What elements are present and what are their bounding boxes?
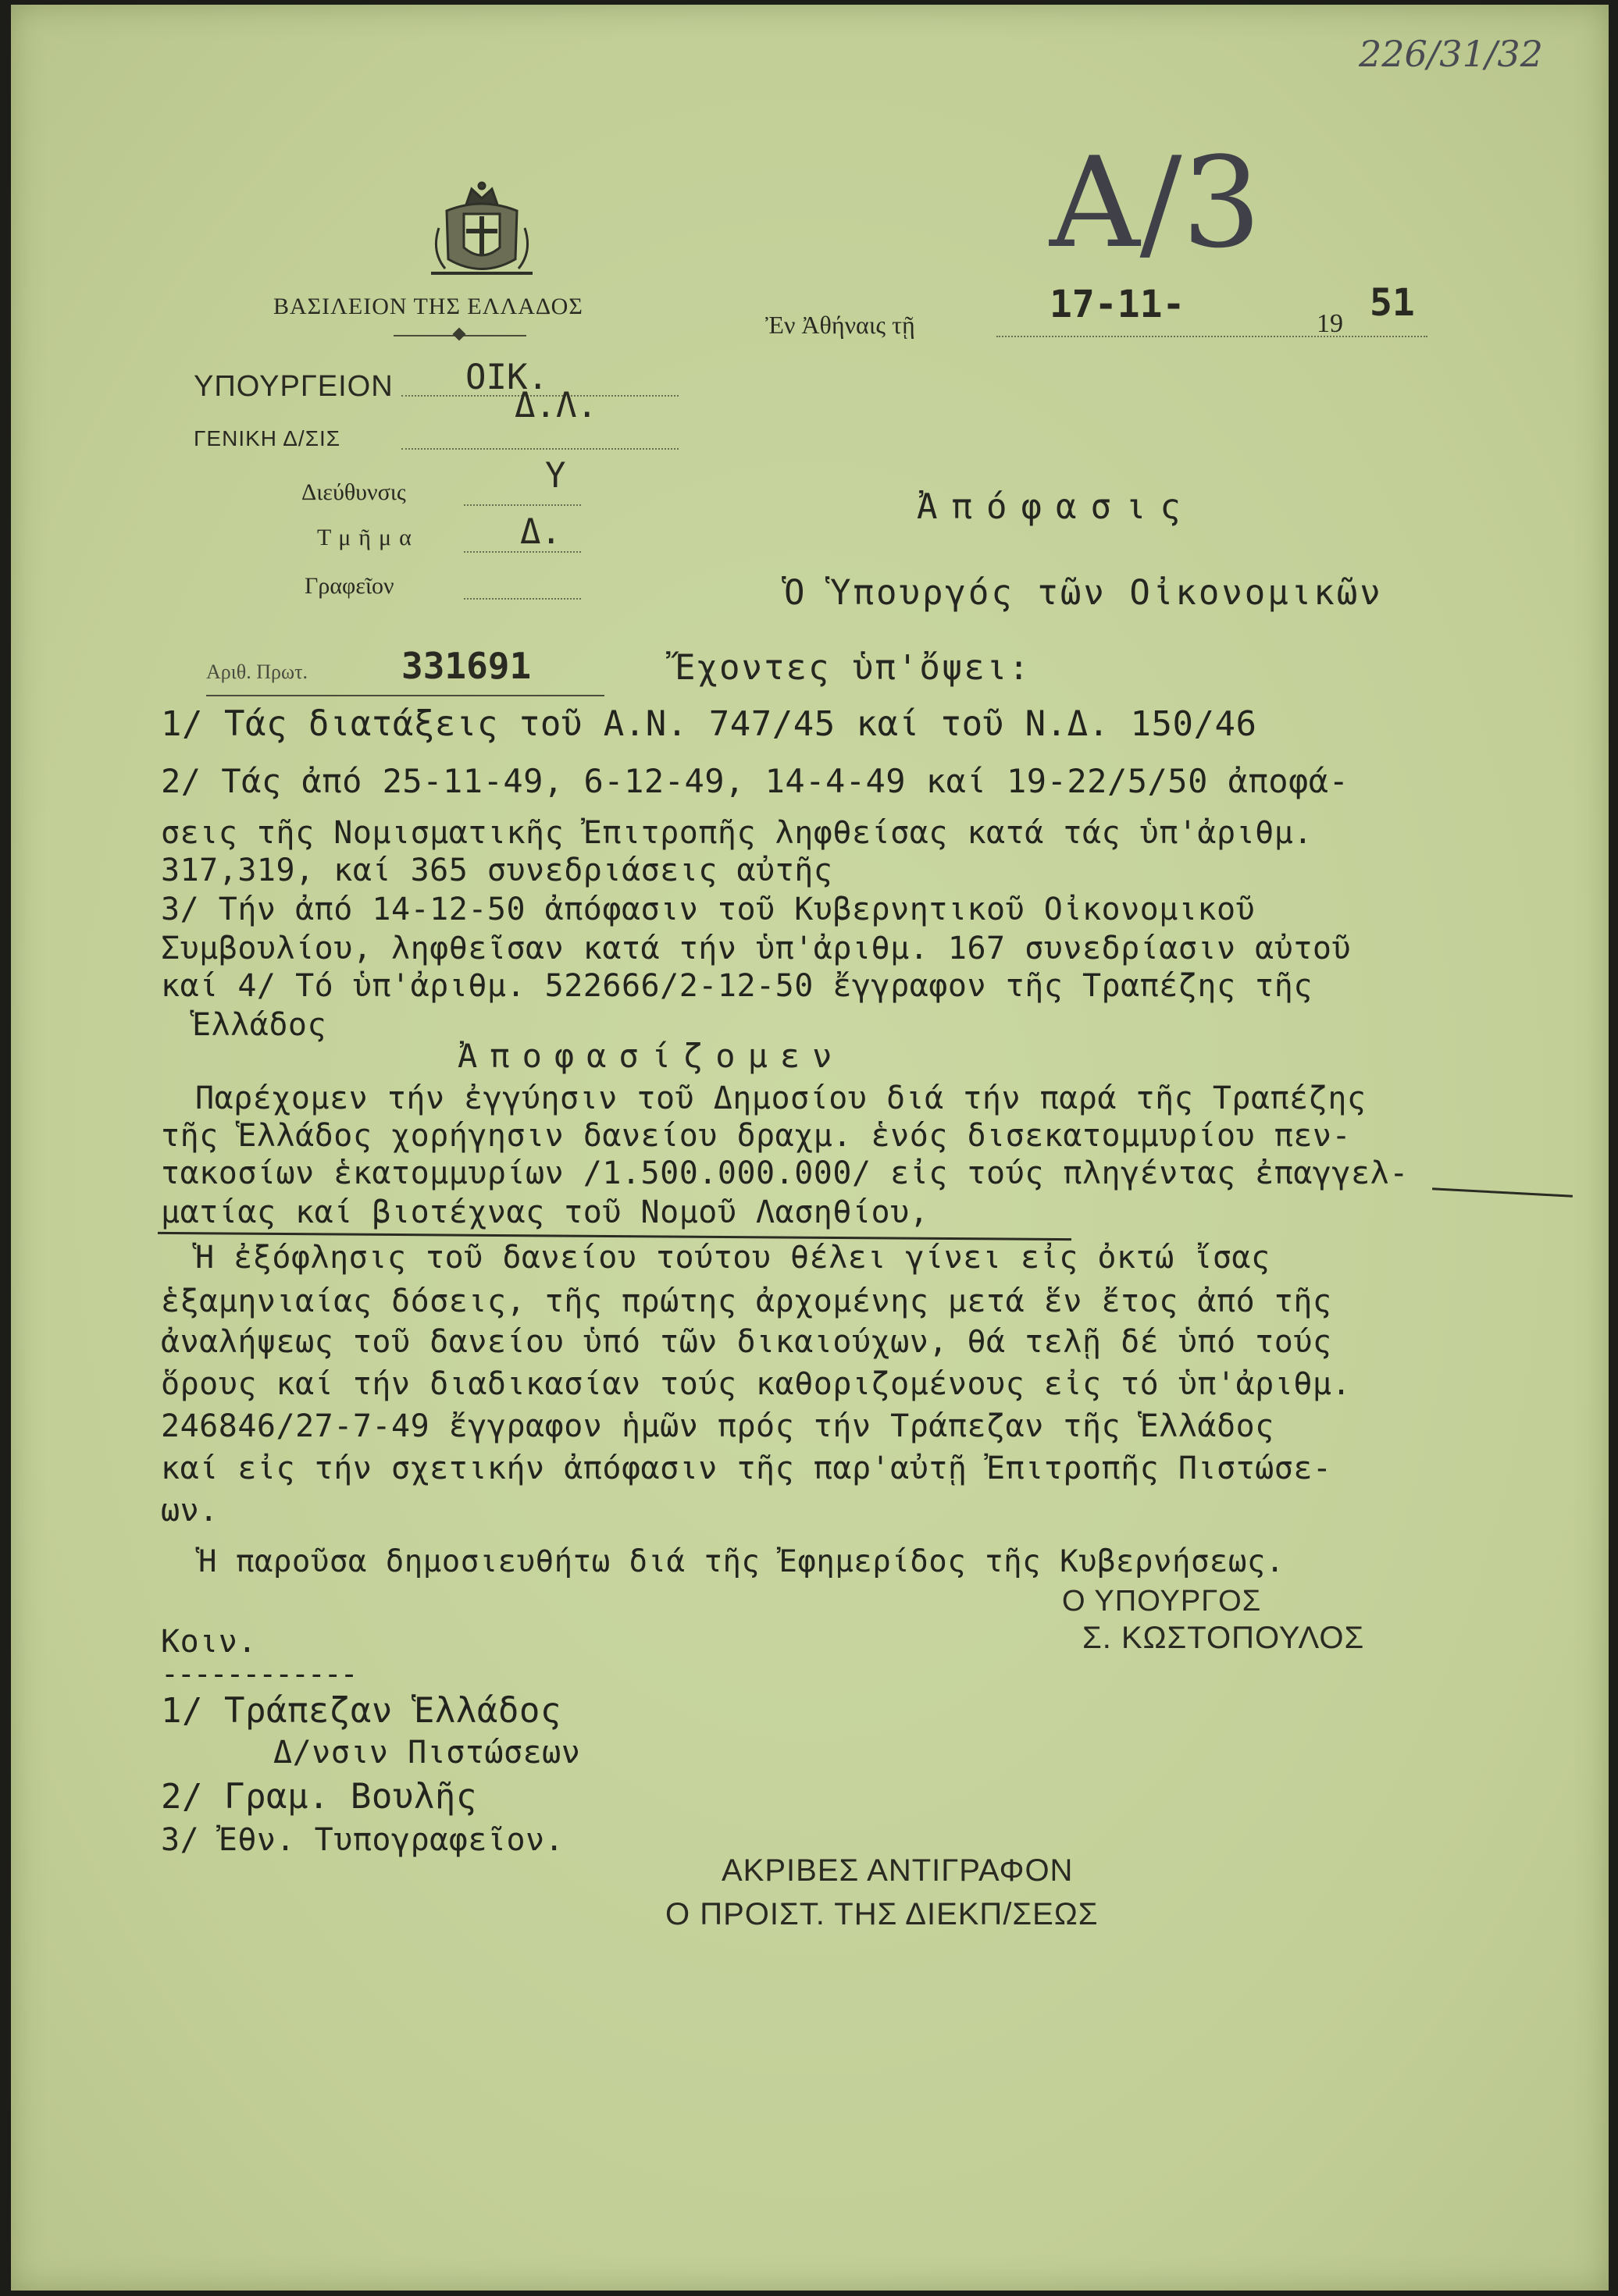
distribution-item: 3/ Ἐθν. Τυπογραφεῖον. [161, 1822, 565, 1858]
document-page [11, 5, 1609, 2291]
distribution-item: Δ/νσιν Πιστώσεων [273, 1735, 581, 1771]
date-year-suffix: 51 [1370, 281, 1415, 325]
general-directorate-value: Δ.Λ. [515, 386, 597, 425]
publication-line: Ἡ παροῦσα δημοσιευθήτω διά τῆς Ἐφημερίδος τῆς Κυβερνήσεως. [198, 1544, 1285, 1579]
archive-reference: 226/31/32 [1359, 33, 1543, 75]
distribution-underline: ------------ [161, 1657, 357, 1691]
ministry-label: ΥΠΟΥΡΓΕΙΟΝ [194, 370, 394, 403]
consideration-line: καί 4/ Τό ὑπ'ἀριθμ. 522666/2-12-50 ἔγγραφον τῆς Τραπέζης τῆς [161, 968, 1313, 1004]
repayment-line: ων. [161, 1493, 219, 1529]
consideration-line: Συμβουλίου, ληφθεῖσαν κατά τήν ὑπ'ἀριθμ. 167 συνεδρίασιν αὐτοῦ [161, 931, 1352, 966]
repayment-line: ἀναλήψεως τοῦ δανείου ὑπό τῶν δικαιούχων, θά τελῇ δέ ὑπό τούς [161, 1324, 1332, 1360]
repayment-line: καί εἰς τήν σχετικήν ἀπόφασιν τῆς παρ'αὐτῇ Ἐπιτροπῆς Πιστώσε- [161, 1451, 1332, 1486]
distribution-heading: Κοιν. [161, 1624, 257, 1660]
date-year-prefix: 19 [1317, 309, 1343, 338]
repayment-line: ἑξαμηνιαίας δόσεις, τῆς πρώτης ἀρχομένης μετά ἕν ἔτος ἀπό τῆς [161, 1283, 1332, 1319]
section-label: Τμῆμα [317, 525, 419, 550]
consideration-line: 2/ Τάς ἀπό 25-11-49, 6-12-49, 14-4-49 καί 19-22/5/50 ἀποφά- [161, 762, 1349, 800]
decision-line: Παρέχομεν τήν ἐγγύησιν τοῦ Δημοσίου διά τήν παρά τῆς Τραπέζης [195, 1080, 1367, 1116]
distribution-item: 1/ Τράπεζαν Ἑλλάδος [161, 1691, 561, 1731]
certification-line-2: Ο ΠΡΟΙΣΤ. ΤΗΣ ΔΙΕΚΠ/ΣΕΩΣ [665, 1897, 1099, 1931]
signature-title: Ο ΥΠΟΥΡΓΟΣ [1062, 1585, 1262, 1618]
underline-stroke [1432, 1187, 1573, 1197]
date-prefix: Ἐν Ἀθήναις τῇ [765, 311, 915, 339]
repayment-line: ὅρους καί τήν διαδικασίαν τούς καθοριζομένους εἰς τό ὑπ'ἀριθμ. [161, 1366, 1352, 1402]
office-line [464, 598, 581, 600]
coat-of-arms-icon [423, 181, 540, 283]
decision-line: τῆς Ἑλλάδος χορήγησιν δανείου δραχμ. ἑνός δισεκατομμυρίου πεν- [161, 1118, 1352, 1154]
certification-line-1: ΑΚΡΙΒΕΣ ΑΝΤΙΓΡΑΦΟΝ [722, 1853, 1074, 1888]
handwritten-code: Α/3 [1050, 130, 1262, 276]
signature-name: Σ. ΚΩΣΤΟΠΟΥΛΟΣ [1082, 1621, 1365, 1655]
decision-line: τακοσίων ἑκατομμυρίων /1.500.000.000/ εἰς τούς πληγέντας ἐπαγγελ- [161, 1155, 1409, 1191]
directorate-value: Υ [545, 456, 566, 496]
date-line [996, 336, 1427, 337]
consideration-line: σεις τῆς Νομισματικῆς Ἐπιτροπῆς ληφθείσας κατά τάς ὑπ'ἀριθμ. [161, 815, 1313, 851]
consideration-line: Ἑλλάδος [192, 1007, 327, 1043]
directorate-label: Διεύθυνσις [301, 479, 406, 505]
protocol-rule [206, 695, 604, 696]
general-directorate-line [401, 448, 679, 450]
ministry-value: ΟΙΚ. [465, 358, 548, 397]
decision-line: ματίας καί βιοτέχνας τοῦ Νομοῦ Λασηθίου, [161, 1194, 929, 1230]
repayment-line: Ἡ ἐξόφλησις τοῦ δανείου τούτου θέλει γίνει εἰς ὀκτώ ἴσας [195, 1240, 1271, 1276]
protocol-label: Αριθ. Πρωτ. [206, 660, 308, 683]
distribution-item: 2/ Γραμ. Βουλῆς [161, 1777, 477, 1817]
section-value: Δ. [520, 512, 561, 552]
consideration-line: 317,319, καί 365 συνεδριάσεις αὐτῆς [161, 853, 833, 888]
decision-heading: Ἀποφασίζομεν [458, 1037, 845, 1075]
considering-heading: Ἔχοντες ὑπ'ὄψει: [675, 648, 1031, 688]
ornament-diamond [453, 328, 466, 341]
kingdom-heading: ΒΑΣΙΛΕΙΟΝ ΤΗΣ ΕΛΛΑΔΟΣ [273, 294, 583, 319]
general-directorate-label: ΓΕΝΙΚΗ Δ/ΣΙΣ [194, 426, 341, 450]
document-title: Ἀπόφασις [917, 487, 1195, 527]
consideration-line: 3/ Τήν ἀπό 14-12-50 ἀπόφασιν τοῦ Κυβερνητικοῦ Οἰκονομικοῦ [161, 892, 1256, 927]
protocol-number: 331691 [401, 645, 532, 687]
issuing-authority: Ὁ Ὑπουργός τῶν Οἰκονομικῶν [784, 573, 1383, 613]
date-day-month: 17-11- [1050, 283, 1185, 326]
consideration-line: 1/ Τάς διατάξεις τοῦ Α.Ν. 747/45 καί τοῦ Ν.Δ. 150/46 [161, 704, 1257, 744]
directorate-line [464, 504, 581, 506]
repayment-line: 246846/27-7-49 ἔγγραφον ἡμῶν πρός τήν Τράπεζαν τῆς Ἑλλάδος [161, 1408, 1274, 1444]
office-label: Γραφεῖον [305, 573, 394, 599]
